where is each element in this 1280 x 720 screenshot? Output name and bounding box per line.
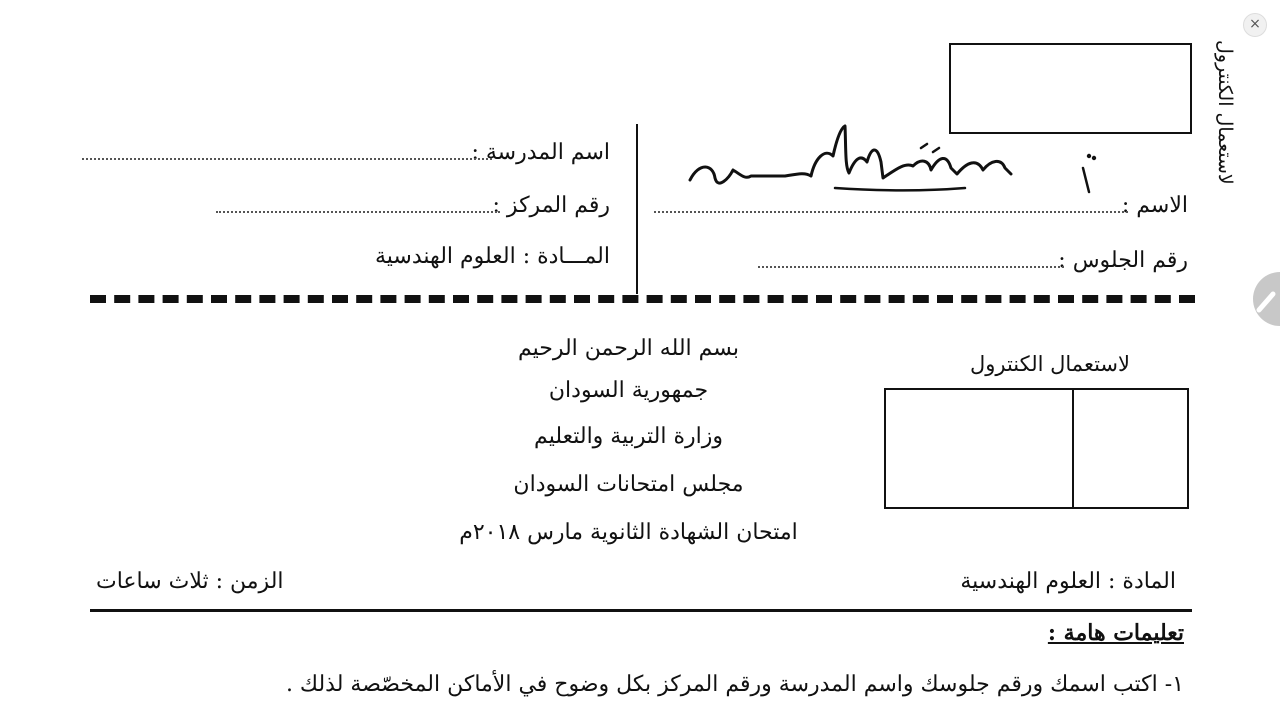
- seat-number-label: رقم الجلوس :: [1058, 248, 1188, 273]
- name-label: الاسم :: [1121, 193, 1188, 218]
- school-label: اسم المدرسة :: [471, 140, 610, 165]
- basmala: بسم الله الرحمن الرحيم: [517, 336, 740, 361]
- republic-name: جمهورية السودان: [548, 378, 709, 403]
- time-line: الزمن : ثلاث ساعات: [96, 569, 284, 594]
- side-control-label: لاستعمال الكنترول: [1214, 40, 1236, 185]
- instruction-item-1: ١- اكتب اسمك ورقم جلوسك واسم المدرسة ورقم المركز بكل وضوح في الأماكن المخصّصة لذلك .: [285, 672, 1184, 697]
- ministry-name: وزارة التربية والتعليم: [534, 424, 723, 449]
- control-label: لاستعمال الكنترول: [969, 352, 1130, 376]
- handwritten-name-signature: [685, 118, 1125, 204]
- council-name: مجلس امتحانات السودان: [513, 472, 744, 497]
- dashed-cut-line: [90, 295, 1195, 303]
- pencil-icon: [1253, 272, 1280, 326]
- seat-dotted-line: [758, 266, 1064, 268]
- school-dotted-line: [82, 158, 492, 160]
- center-label: رقم المركز :: [492, 193, 610, 218]
- center-dotted-line: [216, 211, 500, 213]
- close-button[interactable]: [1243, 13, 1267, 37]
- header-rule: [90, 609, 1192, 612]
- close-icon: ×: [1249, 16, 1261, 32]
- subject-label-upper: المـــادة : العلوم الهندسية: [375, 244, 610, 269]
- subject-line: المادة : العلوم الهندسية: [960, 569, 1176, 594]
- control-table: [884, 388, 1189, 509]
- instructions-title: تعليمات هامة :: [1047, 620, 1184, 646]
- name-dotted-line: [654, 211, 1128, 213]
- exam-title: امتحان الشهادة الثانوية مارس ٢٠١٨م: [459, 520, 798, 545]
- handwritten-name: [685, 118, 1125, 204]
- edit-button[interactable]: [1253, 272, 1280, 326]
- control-table-divider: [1072, 388, 1074, 509]
- vertical-divider: [636, 124, 638, 294]
